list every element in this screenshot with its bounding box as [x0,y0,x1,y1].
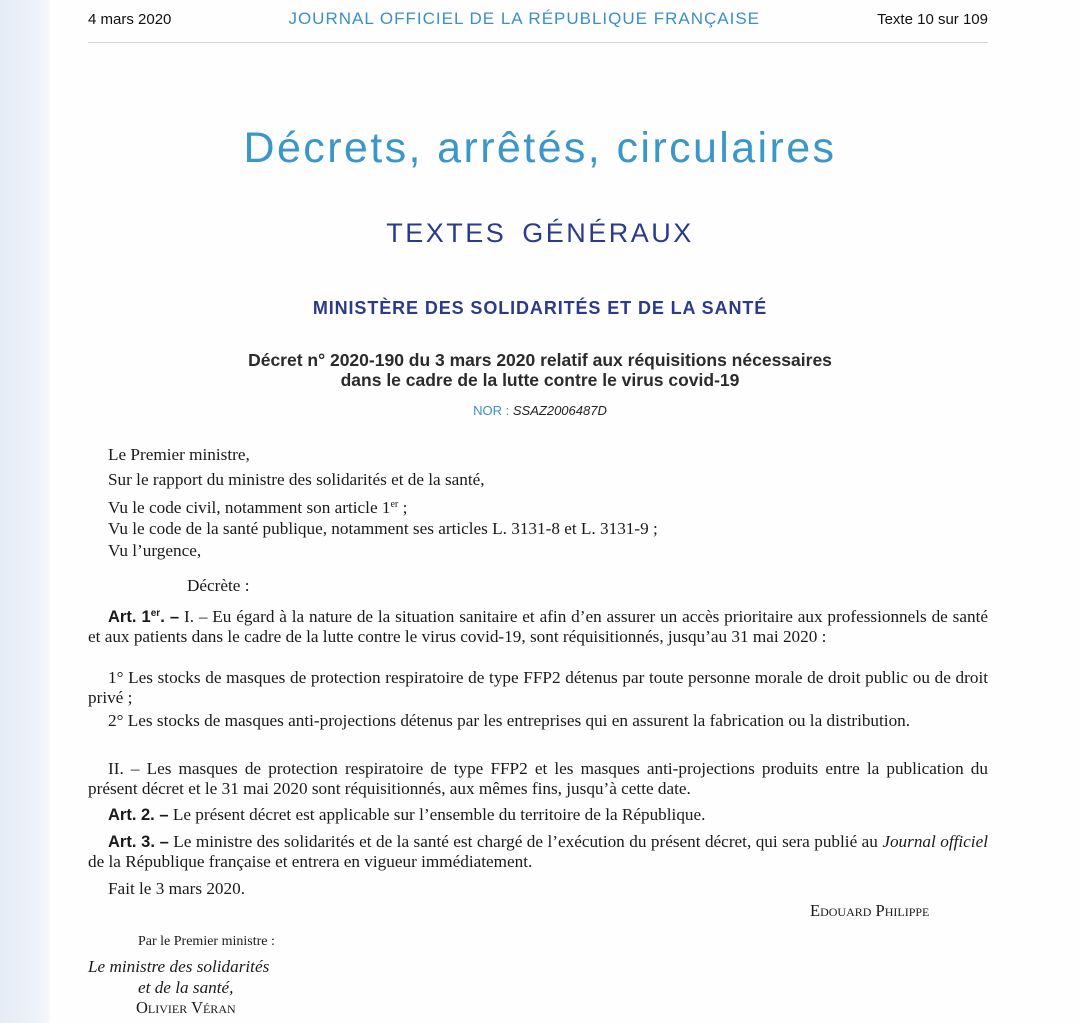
nor-label: NOR : [473,403,513,418]
nor-reference [0,403,1080,418]
visa-code-civil [108,495,407,518]
article-3-text-b: de la République française et entrera en vigueur immédiatement. [88,852,533,871]
visa-rapport: Sur le rapport du ministre des solidarités et de la santé, [108,470,485,489]
sub-title: TEXTES GÉNÉRAUX [386,218,694,248]
decree-title [0,350,1080,390]
nor-code: SSAZ2006487D [512,403,607,418]
visa-premier-ministre: Le Premier ministre, [108,445,250,464]
article-1-sup: er [150,608,161,619]
decrete: Décrète : [187,576,250,595]
article-1-paragraph-1 [88,604,988,647]
header-journal-title: JOURNAL OFFICIEL DE LA RÉPUBLIQUE FRANÇAISE [288,9,761,28]
visa-code-civil-text: Vu le code civil, notamment son article 1 [108,498,391,517]
article-1-label: Art. 1 [108,608,151,626]
article-2 [88,805,988,825]
decree-title-line1: Décret n° 2020-190 du 3 mars 2020 relatif aux réquisitions nécessaires [248,350,832,370]
article-3-text-a: Le ministre des solidarités et de la santé est chargé de l’exécution du présent décret, qui sera publié au [168,832,883,851]
minister-name: Olivier Véran [136,998,236,1017]
ministry-heading: MINISTÈRE DES SOLIDARITÉS ET DE LA SANTÉ [312,298,768,318]
header-date: 4 mars 2020 [88,11,172,28]
visa-code-civil-sup: er [390,499,399,510]
article-1-dash: . – [160,608,180,626]
header-divider [88,42,988,43]
section-title: Décrets, arrêtés, circulaires [243,124,837,172]
article-2-label: Art. 2. – [108,806,169,824]
article-1-paragraph-2 [88,759,988,799]
article-3 [88,832,988,872]
visa-code-civil-end: ; [398,498,408,517]
minister-title-line2: et de la santé, [138,978,234,997]
fait-le: Fait le 3 mars 2020. [108,879,246,898]
visa-code-sante: Vu le code de la santé publique, notamment ses articles L. 3131-8 et L. 3131-9 ; [108,519,658,538]
page-header [88,9,988,31]
decree-title-line2: dans le cadre de la lutte contre le virus covid-19 [340,370,740,390]
article-1-item-1-text: 1° Les stocks de masques de protection respiratoire de type FFP2 détenus par toute personne morale de droit public ou de droit privé ; [88,668,988,707]
article-1-paragraph-2-text: II. – Les masques de protection respiratoire de type FFP2 et les masques anti-projections produits entre la publication du présent décret et le 31 mai 2020 sont réquisitionnés, aux mêmes fins, jusqu’à cette date. [88,759,988,798]
par-le-premier-ministre: Par le Premier ministre : [138,934,275,949]
header-text-count: Texte 10 sur 109 [877,11,988,28]
article-3-label: Art. 3. – [108,833,169,851]
article-1-text: I. – Eu égard à la nature de la situation sanitaire et afin d’en assurer un accès prioritaire aux professionnels de santé et aux patients dans le cadre de la lutte contre le virus covid-19, sont réquisitionnés, jusqu’au 31 mai 2020 : [88,607,988,646]
article-1-item-1 [88,668,988,708]
minister-title-line1: Le ministre des solidarités [88,957,270,976]
article-2-text: Le présent décret est applicable sur l’ensemble du territoire de la République. [168,805,706,824]
article-3-journal-officiel: Journal officiel [882,832,988,851]
article-1-item-2 [88,711,988,731]
article-1-item-2-text: 2° Les stocks de masques anti-projections détenus par les entreprises qui en assurent la fabrication ou la distribution. [108,711,911,730]
signatory-name: Edouard Philippe [810,901,930,920]
visa-urgence: Vu l’urgence, [108,541,202,560]
